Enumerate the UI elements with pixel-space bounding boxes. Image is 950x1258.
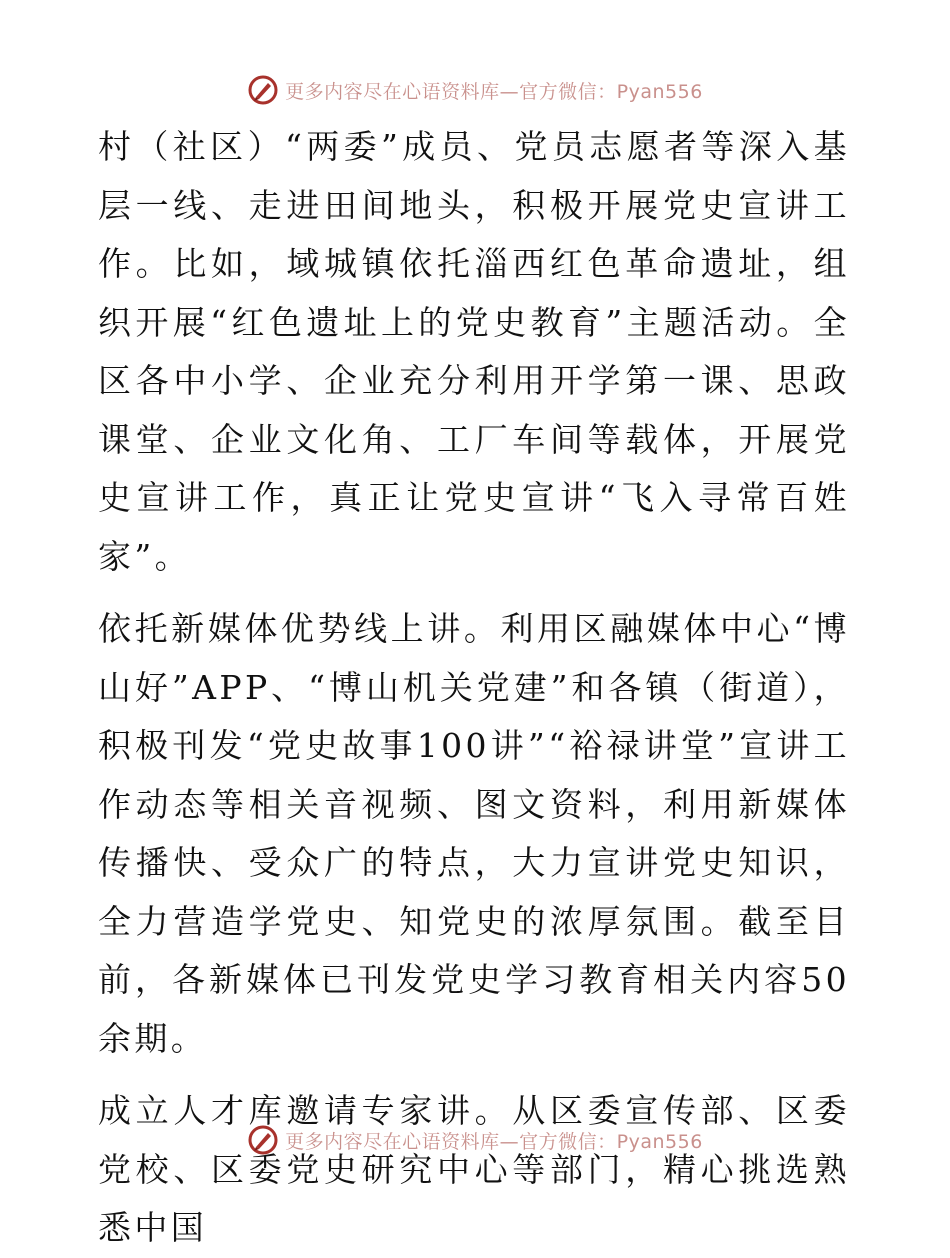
pen-circle-logo-icon <box>247 74 279 106</box>
paragraph-3: 成立人才库邀请专家讲。从区委宣传部、区委党校、区委党史研究中心等部门，精心挑选熟悉中国 <box>98 1091 850 1247</box>
pen-circle-logo-icon <box>247 1124 279 1156</box>
document-body <box>98 118 850 1258</box>
watermark-text: 更多内容尽在心语资料库—官方微信：Pyan556 <box>285 80 703 103</box>
paragraph-1: 村（社区）“两委”成员、党员志愿者等深入基层一线、走进田间地头，积极开展党史宣讲工作。比如，域城镇依托淄西红色革命遗址，组织开展“红色遗址上的党史教育”主题活动。全区各中小学、企业充分利用开学第一课、思政课堂、企业文化角、工厂车间等载体，开展党史宣讲工作，真正让党史宣讲“飞入寻常百姓家”。 <box>98 127 850 576</box>
watermark-text: 更多内容尽在心语资料库—官方微信：Pyan556 <box>285 1130 703 1153</box>
paragraph-2: 依托新媒体优势线上讲。利用区融媒体中心“博山好”APP、“博山机关党建”和各镇（街道），积极刊发“党史故事100讲”“裕禄讲堂”宣讲工作动态等相关音视频、图文资料，利用新媒体传播快、受众广的特点，大力宣讲党史知识，全力营造学党史、知党史的浓厚氛围。截至目前，各新媒体已刊发党史学习教育相关内容50余期。 <box>98 609 850 1058</box>
header-watermark <box>0 70 950 110</box>
footer-watermark <box>0 1120 950 1160</box>
